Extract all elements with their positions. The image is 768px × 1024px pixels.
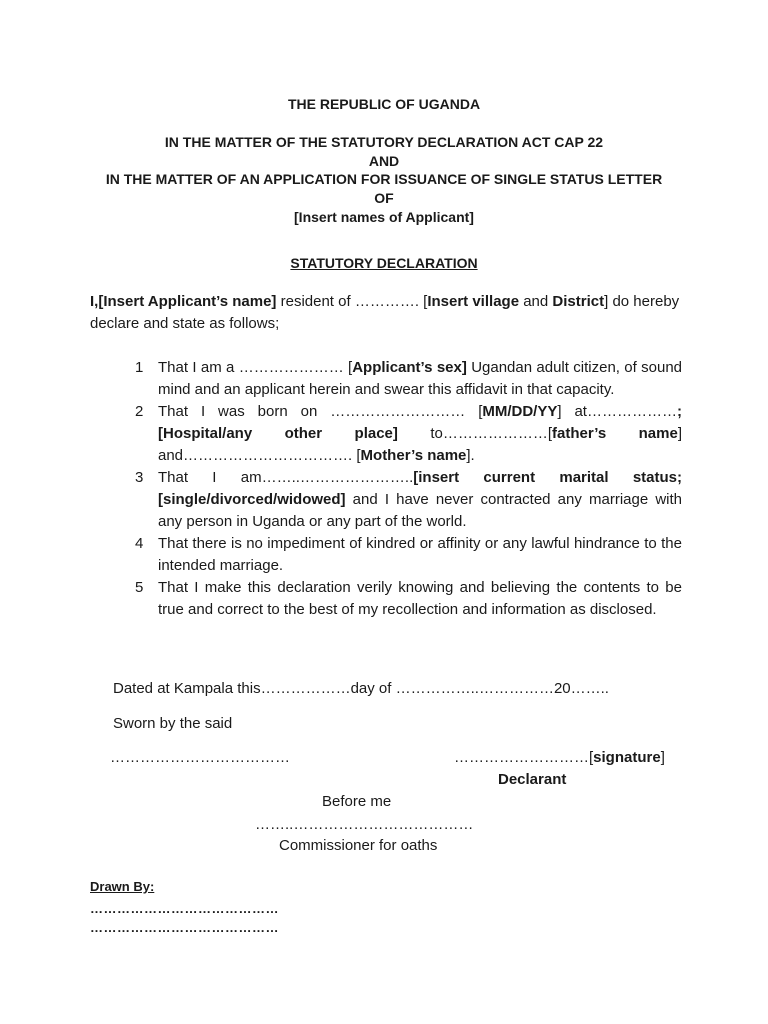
intro-and: and xyxy=(519,293,553,310)
item-bold: ; [Hospital/any other place] xyxy=(158,403,682,442)
signature-bracket: ] xyxy=(660,749,665,766)
commissioner-label: Commissioner for oaths xyxy=(279,837,438,854)
and-heading: AND xyxy=(368,153,400,169)
item-bold: MM/DD/YY xyxy=(482,403,558,420)
item-text: ] at……………… xyxy=(557,403,677,420)
item-number: 4 xyxy=(135,535,144,552)
intro-resident-of: resident of …………. [ xyxy=(276,293,428,310)
list-item xyxy=(90,577,682,621)
commissioner-dots: ……..……………………………… xyxy=(255,816,474,833)
list-item xyxy=(90,401,682,467)
item-number: 1 xyxy=(135,359,144,376)
declaration-title xyxy=(0,254,768,272)
matter-heading-2: IN THE MATTER OF AN APPLICATION FOR ISSUANCE OF SINGLE STATUS LETTER xyxy=(105,171,663,187)
item-bold: Mother’s name xyxy=(360,447,467,464)
drawn-by-dots-2: …………………………………… xyxy=(90,920,279,935)
item-number: 3 xyxy=(135,469,144,486)
declaration-title-text: STATUTORY DECLARATION xyxy=(290,255,478,271)
item-text: and I have never contracted any marriage with any person in Uganda or any part of the world. xyxy=(158,491,682,530)
before-me-line: Before me xyxy=(322,793,392,810)
item-bold: [insert current marital status; [single/divorced/widowed] xyxy=(158,469,683,508)
sworn-line: Sworn by the said xyxy=(113,715,233,732)
declarant-signature-line xyxy=(454,748,665,768)
item-text: That there is no impediment of kindred or affinity or any lawful hindrance to the intended marriage. xyxy=(158,535,682,574)
item-text: ] and……………………………. [ xyxy=(158,425,682,464)
item-number: 2 xyxy=(135,403,144,420)
declarant-label: Declarant xyxy=(498,771,567,788)
item-text: That I am……..………………….. xyxy=(158,469,414,486)
intro-district: District xyxy=(552,293,605,310)
drawn-by-label: Drawn By: xyxy=(90,879,155,894)
item-bold: Applicant’s sex] xyxy=(352,359,467,376)
item-text: ]. xyxy=(466,447,475,464)
declaration-items-list xyxy=(90,357,682,621)
item-number: 5 xyxy=(135,579,144,596)
dated-line: Dated at Kampala this………………day of ……………..……………20…….. xyxy=(113,680,609,697)
intro-prefix: I, xyxy=(90,293,99,310)
item-text: That I am a ………………… [ xyxy=(158,359,353,376)
signature-label: signature xyxy=(593,749,661,766)
intro-applicant-name: [Insert Applicant’s name] xyxy=(98,293,277,310)
item-text: That I was born on ……………………… [ xyxy=(158,403,483,420)
drawn-by-dots-1: …………………………………… xyxy=(90,901,279,916)
intro-paragraph xyxy=(90,291,680,335)
list-item xyxy=(90,533,682,577)
left-signature-dots: ……………………………… xyxy=(110,749,290,766)
list-item xyxy=(90,467,682,533)
item-text: That I make this declaration verily knowing and believing the contents to be true and correct to the best of my recollection and information as disclosed. xyxy=(158,579,682,618)
applicant-placeholder-heading: [Insert names of Applicant] xyxy=(294,209,474,225)
republic-heading: THE REPUBLIC OF UGANDA xyxy=(287,96,481,112)
matter-heading-1: IN THE MATTER OF THE STATUTORY DECLARATION ACT CAP 22 xyxy=(164,134,604,150)
item-bold: father’s name xyxy=(552,425,678,442)
item-text: Ugandan adult citizen, of sound mind and an applicant herein and swear this affidavit in that capacity. xyxy=(158,359,682,398)
intro-village: Insert village xyxy=(427,293,520,310)
signature-dots: ………………………[ xyxy=(454,749,594,766)
list-item xyxy=(90,357,682,401)
of-heading: OF xyxy=(374,190,394,206)
intro-rest: ] do hereby declare and state as follows; xyxy=(90,293,680,332)
item-text: to…………………[ xyxy=(397,425,553,442)
